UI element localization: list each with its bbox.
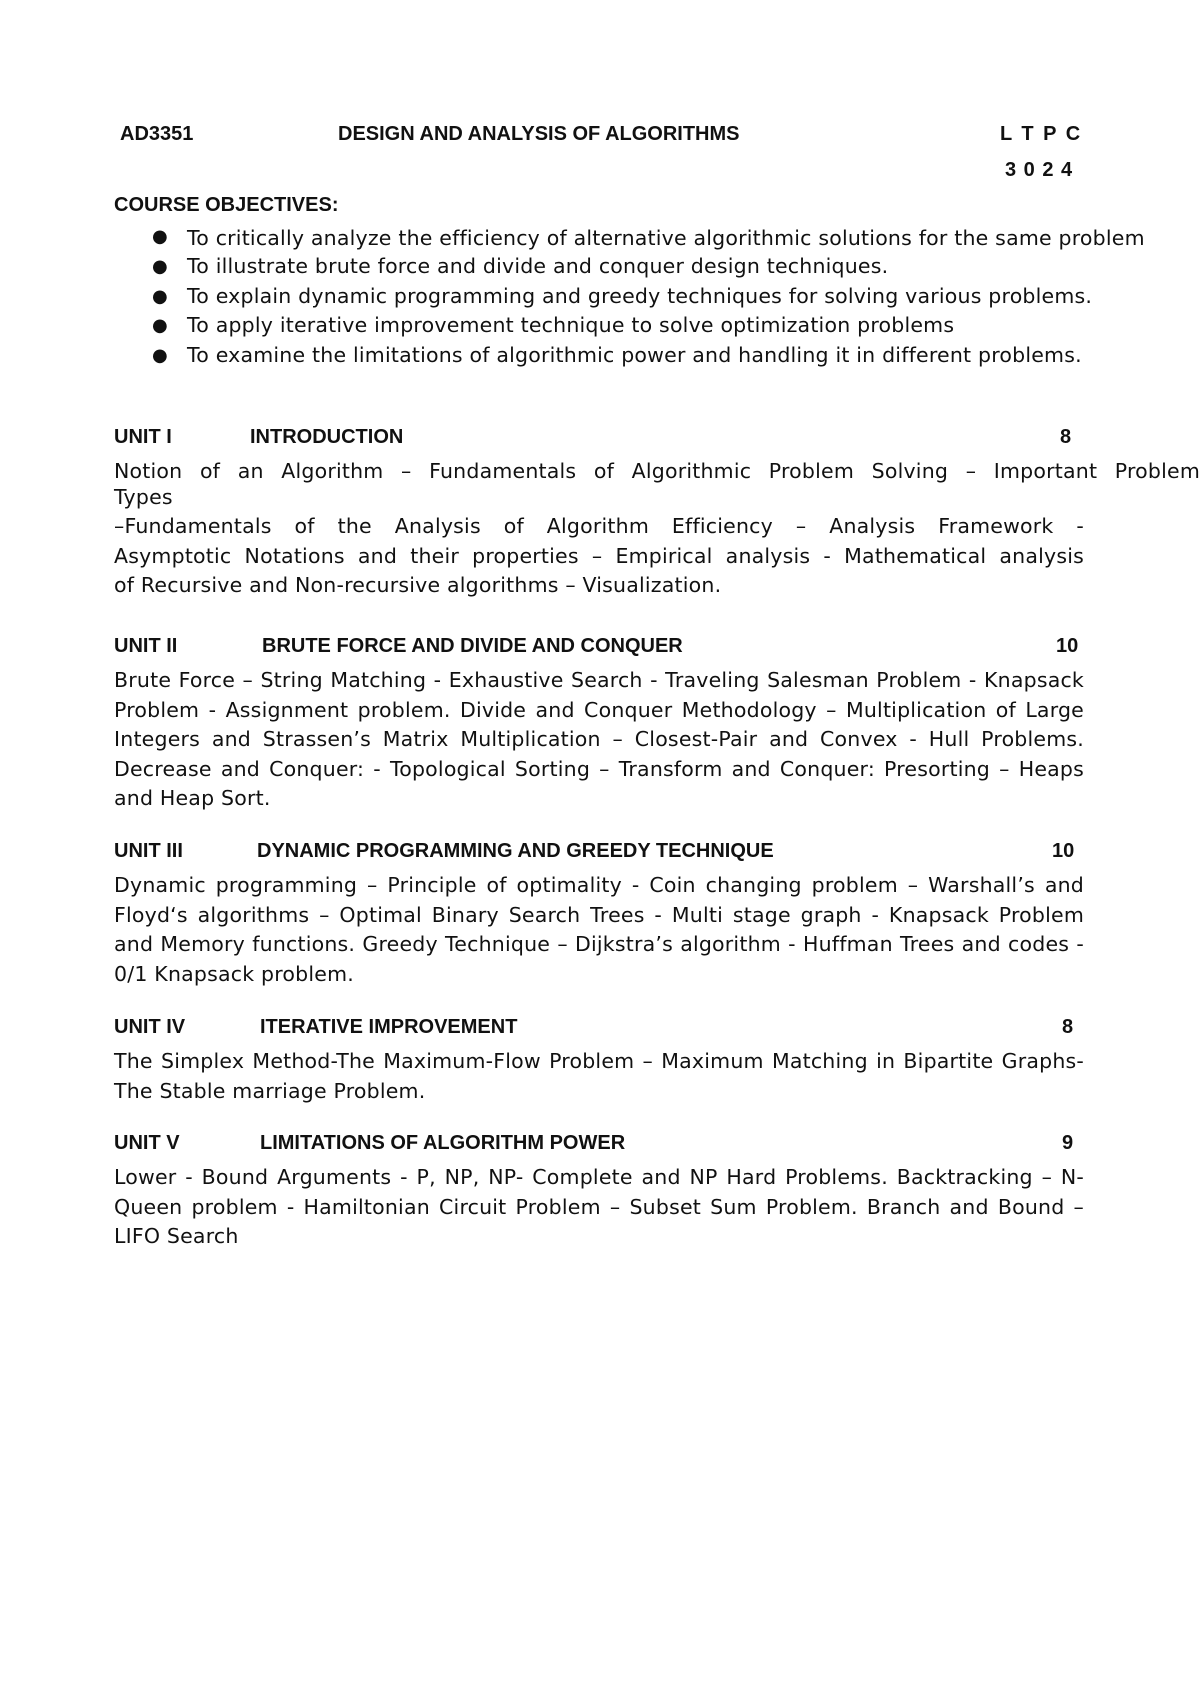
unit-3-title: DYNAMIC PROGRAMMING AND GREEDY TECHNIQUE (257, 840, 774, 862)
unit-5-description: Lower - Bound Arguments - P, NP, NP- Complete and NP Hard Problems. Backtracking – N-Queen problem - Hamiltonian Circuit Problem – Subset Sum Problem. Branch and Bound – LIFO Search (114, 1165, 1084, 1248)
unit-1-line-2: Types (114, 485, 173, 509)
unit-1-line-4: Asymptotic Notations and their properties – Empirical analysis - Mathematical analysis (114, 544, 1084, 568)
bullet-icon: ● (152, 344, 168, 366)
unit-1-title: INTRODUCTION (250, 426, 404, 448)
list-item: ● To illustrate brute force and divide and conquer design techniques. (114, 252, 1174, 282)
list-item: ● To apply iterative improvement technique to solve optimization problems (114, 311, 1174, 341)
unit-2-hours: 10 (1056, 635, 1079, 657)
unit-5-title: LIMITATIONS OF ALGORITHM POWER (260, 1132, 626, 1154)
list-item: ● To explain dynamic programming and greedy techniques for solving various problems. (114, 282, 1174, 312)
unit-2-label: UNIT II (114, 635, 178, 657)
list-item: ● To examine the limitations of algorithmic power and handling it in different problems. (114, 341, 1174, 371)
unit-4-description: The Simplex Method-The Maximum-Flow Problem – Maximum Matching in Bipartite Graphs- The Stable marriage Problem. (114, 1049, 1084, 1103)
list-item: ● To critically analyze the efficiency of alternative algorithmic solutions for the same problem (152, 226, 1145, 250)
unit-5-hours: 9 (1062, 1132, 1074, 1154)
unit-2-description: Brute Force – String Matching - Exhaustive Search - Traveling Salesman Problem - Knapsack Problem - Assignment problem. Divide and Conquer Methodology – Multiplication of Large Integers and Strassen’s Matrix Multiplication – Closest-Pair and Convex - Hull Problems. Decrease and Conquer: - Topological Sorting – Transform and Conquer: Presorting – Heaps and Heap Sort. (114, 668, 1084, 810)
unit-1-line-3: –Fundamentals of the Analysis of Algorithm Efficiency – Analysis Framework - (114, 514, 1084, 538)
bullet-icon: ● (152, 285, 168, 307)
unit-1-label: UNIT I (114, 426, 172, 448)
unit-4-label: UNIT IV (114, 1016, 186, 1038)
objectives-heading: COURSE OBJECTIVES: (114, 194, 339, 216)
unit-4-hours: 8 (1062, 1016, 1074, 1038)
bullet-icon: ● (152, 226, 168, 247)
unit-3-hours: 10 (1052, 840, 1075, 862)
unit-5-label: UNIT V (114, 1132, 180, 1154)
ltpc-label: L T P C (1000, 123, 1081, 145)
unit-1-line-5: of Recursive and Non-recursive algorithms – Visualization. (114, 573, 722, 597)
bullet-icon: ● (152, 315, 168, 336)
bullet-icon: ● (152, 256, 168, 277)
objectives-list (114, 224, 1174, 370)
unit-1-line-1: Notion of an Algorithm – Fundamentals of Algorithmic Problem Solving – Important Problem (114, 459, 1200, 483)
course-code: AD3351 (120, 123, 194, 145)
unit-2-title: BRUTE FORCE AND DIVIDE AND CONQUER (262, 635, 683, 657)
ltpc-values: 3 0 2 4 (1005, 159, 1073, 181)
unit-4-title: ITERATIVE IMPROVEMENT (260, 1016, 518, 1038)
course-title: DESIGN AND ANALYSIS OF ALGORITHMS (338, 123, 740, 145)
unit-3-label: UNIT III (114, 840, 183, 862)
unit-3-description: Dynamic programming – Principle of optimality - Coin changing problem – Warshall’s and Floyd‘s algorithms – Optimal Binary Search Trees - Multi stage graph - Knapsack Problem and Memory functions. Greedy Technique – Dijkstra’s algorithm - Huffman Trees and codes - 0/1 Knapsack problem. (114, 873, 1084, 986)
unit-1-hours: 8 (1060, 426, 1072, 448)
